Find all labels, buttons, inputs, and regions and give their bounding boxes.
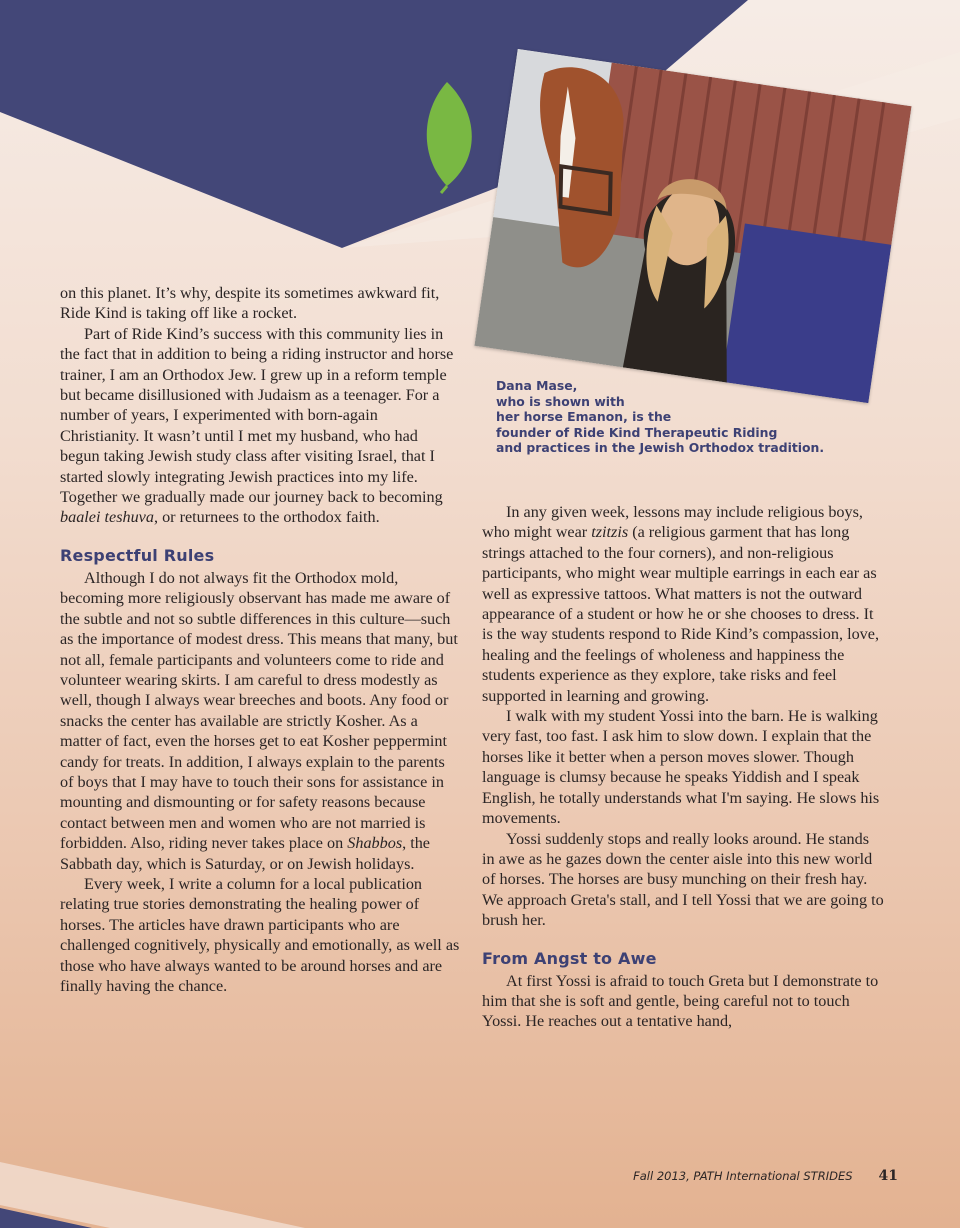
photo-caption [496,378,826,456]
caption-line: her horse Emanon, is the [496,409,672,425]
caption-line: who is shown with [496,393,625,409]
section-heading: From Angst to Awe [482,948,657,968]
body-paragraph: I walk with my student Yossi into the barn. He is walking very fast, too fast. I ask him to slow down. I explain that the horses like it better when a person moves slower. Though language is clumsy because he speaks Yiddish and I speak English, he totally understands what I'm saying. He slows his movements. [482,707,880,828]
right-column [482,502,884,1032]
caption-line: Dana Mase, [496,378,578,393]
page-footer [633,1168,898,1184]
italic-term: Shabbos [347,834,403,853]
body-paragraph: Yossi suddenly stops and really looks around. He stands in awe as he gazes down the center aisle into this new world of horses. The horses are busy munching on their fresh hay. We approach Greta's stall, and I tell Yossi that we are going to brush her. [482,829,884,930]
horse-and-woman-photo [474,49,911,403]
body-paragraph: At first Yossi is afraid to touch Greta but I demonstrate to him that she is soft and gentle, being careful not to touch Yossi. He reaches out a tentative hand, [482,971,879,1031]
body-paragraph: In any given week, lessons may include religious boys, who might wear tzitzis (a religious garment that has long strings attached to the four corners), and non-religious participants, who might wear multiple earrings in each ear as well as expressive tattoos. What matters is not the outward appearance of a student or how he or she chooses to dress. It is the way students respond to Ride Kind’s compassion, love, healing and the feelings of wholeness and happiness the students experience as they explore, take risks and feel supported in learning and growing. [482,503,880,705]
left-column [60,283,460,996]
section-heading: Respectful Rules [60,545,215,565]
caption-line: and practices in the Jewish Orthodox tradition. [496,440,825,456]
body-paragraph: Every week, I write a column for a local publication relating true stories demonstrating the healing power of horses. The articles have drawn participants who are challenged cognitively, physically and emotionally, as well as those who have always wanted to be around horses and are finally having the chance. [60,874,460,995]
italic-term: baalei teshuva [60,508,154,527]
body-paragraph: Part of Ride Kind’s success with this community lies in the fact that in addition to being a riding instructor and horse trainer, I am an Orthodox Jew. I grew up in a reform temple but became disillusioned with Judaism as a teenager. For a number of years, I experimented with born-again Christianity. It wasn’t until I met my husband, who had begun taking Jewish study class after visiting Israel, that I started slowly integrating Jewish practices into my life. Together we gradually made our journey back to becoming baalei teshuva, or returnees to the orthodox faith. [60,324,454,527]
publication-credit: Fall 2013, PATH International STRIDES [633,1169,853,1183]
page-number: 41 [878,1168,898,1184]
italic-term: tzitzis [591,523,629,542]
caption-line: founder of Ride Kind Therapeutic Riding [496,424,778,440]
body-paragraph: Although I do not always fit the Orthodox mold, becoming more religiously observant has made me aware of the subtle and not so subtle differences in this culture—such as the importance of modest dress. This means that many, but not all, female participants and volunteers come to ride and volunteer wearing skirts. I am careful to dress modestly as well, though I always wear breeches and boots. Any food or snacks the center has available are strictly Kosher. As a matter of fact, even the horses get to eat Kosher peppermint candy for treats. In addition, I always explain to the parents of boys that I may have to touch their sons for assistance in mounting and dismounting or for safety reasons because contact between men and women who are not married is forbidden. Also, riding never takes place on Shabbos, the Sabbath day, which is Saturday, or on Jewish holidays. [60,568,458,873]
body-paragraph: on this planet. It’s why, despite its sometimes awkward fit, Ride Kind is taking off like a rocket. [60,284,440,323]
